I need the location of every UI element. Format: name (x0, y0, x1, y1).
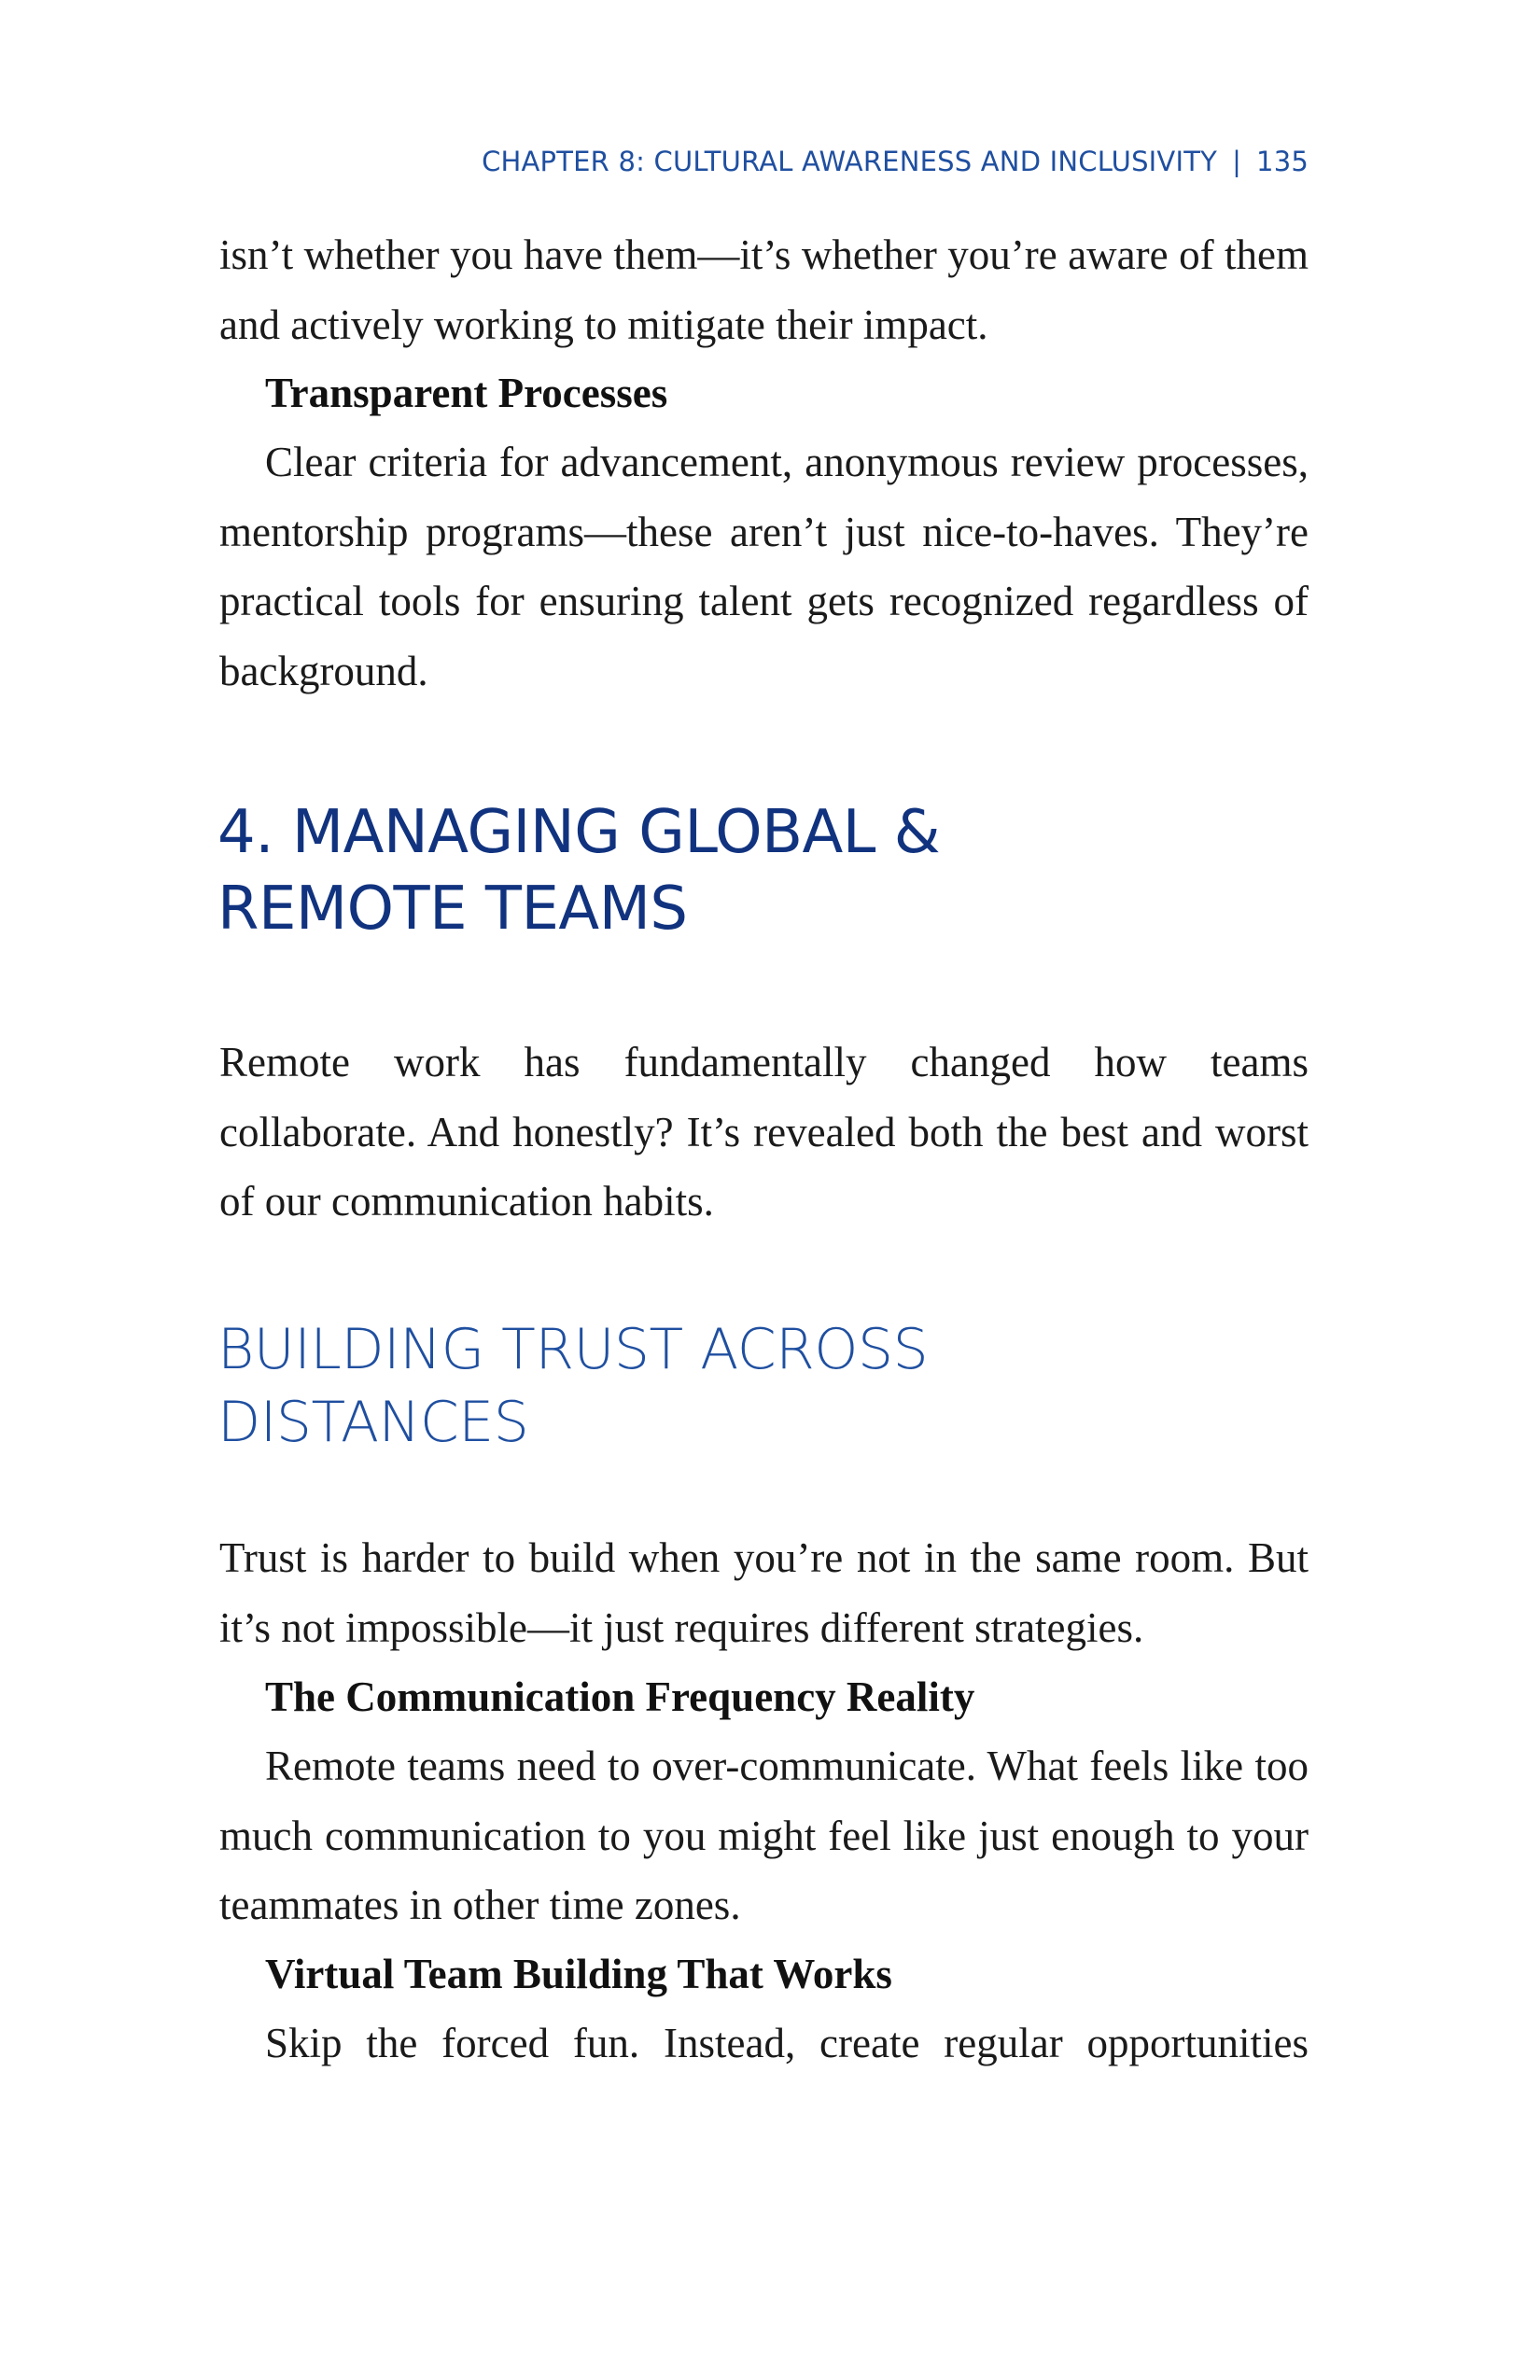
subheading-transparent-processes: Transparent Processes (265, 370, 668, 416)
paragraph-remote-work: Remote work has fundamentally changed how teams collaborate. And honestly? It’s revealed both the best and worst of our communication habits. (219, 1039, 1309, 1225)
heading-line: BUILDING TRUST ACROSS (217, 1317, 929, 1382)
paragraph-continued: isn’t whether you have them—it’s whether you’re aware of them and actively working to mitigate their impact. (219, 231, 1309, 348)
page-number: 135 (1256, 146, 1309, 177)
header-separator: | (1232, 146, 1242, 177)
heading-line: REMOTE TEAMS (217, 875, 688, 944)
paragraph-trust: Trust is harder to build when you’re not in the same room. But it’s not impossible—it just requires different strategies. (219, 1534, 1309, 1651)
section-heading-managing-global-remote-teams (217, 794, 1307, 947)
chapter-title: CHAPTER 8: CULTURAL AWARENESS AND INCLUSIVITY (482, 146, 1218, 177)
heading-line: DISTANCES (217, 1390, 529, 1455)
paragraph-virtual-team-building: Skip the forced fun. Instead, create regular opportunities (265, 2020, 1309, 2066)
paragraph-transparent-processes: Clear criteria for advancement, anonymous review processes, mentorship programs—these aren’t just nice-to-haves. They’re practical tools for ensuring talent gets recognized regardless of background. (219, 439, 1309, 694)
subheading-virtual-team-building: Virtual Team Building That Works (265, 1951, 892, 1997)
subsection-heading-building-trust (217, 1313, 1307, 1459)
running-head (482, 146, 1309, 177)
paragraph-communication-frequency: Remote teams need to over-communicate. What feels like too much communication to you might feel like just enough to your teammates in other time zones. (219, 1743, 1309, 1929)
heading-line: 4. MANAGING GLOBAL & (217, 798, 941, 867)
subheading-communication-frequency: The Communication Frequency Reality (265, 1673, 975, 1720)
